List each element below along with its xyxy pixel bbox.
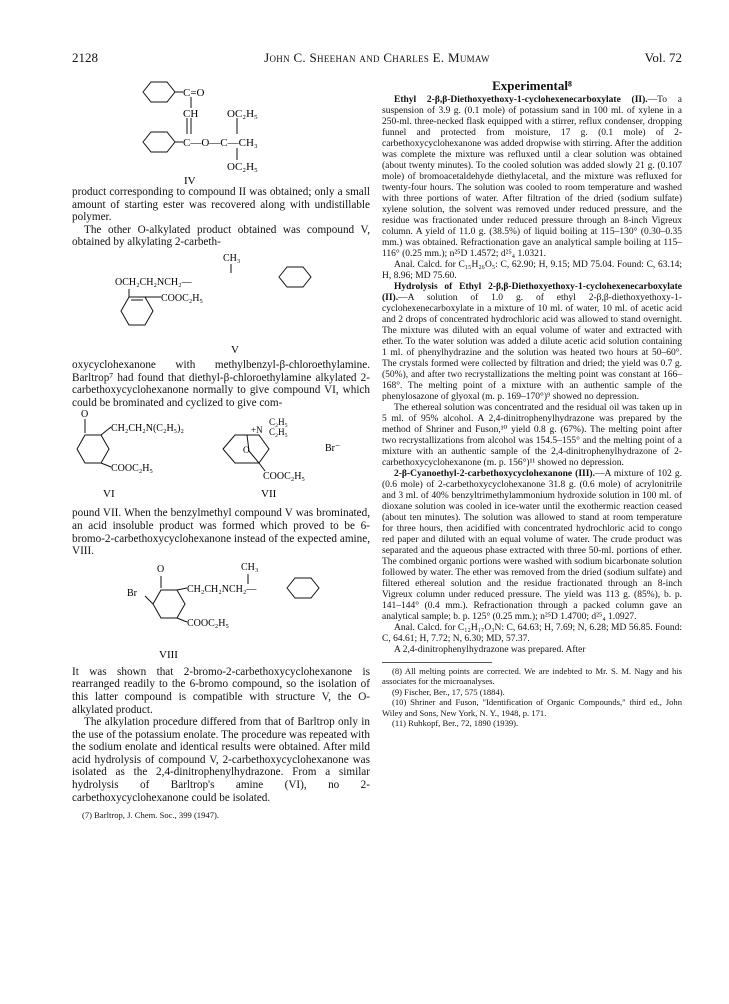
left-paragraph-6: The alkylation procedure differed from that of Barltrop only in the use of the potassium enolate. The procedure was repeated with the sodium enolate and identical results were obtained. After mild acid hydrolysis of compound V, 2-carbethoxycyclohexanone was isolated as the 2,4-dinitrophenylhydrazone. From a similar hydrolysis of Barltrop's amine (VI), no 2-carbethoxycyclohexanone could be isolated. [72,716,370,804]
procedure-ii-title: Ethyl 2-β,β-Diethoxyethoxy-1-cyclohexenecarboxylate (II). [394,95,648,105]
vi-oxo: O [81,409,89,421]
hydrolysis-title: Hydrolysis of Ethyl 2-β,β-Diethoxyethoxy-1-cyclohexenecarboxylate (II). [382,282,682,303]
v-label: V [231,343,239,356]
vii-ethyl-1: C₂H₅ [269,417,288,428]
running-title: John C. Sheehan and Charles E. Mumaw [264,50,490,65]
v-amine-chain: OCH₂CH₂NCH₂— [115,276,192,288]
viii-oxo: O [157,563,165,575]
iv-carbonyl: C=O [183,87,205,99]
vii-bromide: Br⁻ [325,443,341,455]
left-paragraph-2: The other O-alkylated product obtained was compound V, obtained by alkylating 2-carbeth- [72,223,370,249]
right-column [382,78,682,728]
vii-ethyl-2: C₂H₅ [269,427,288,438]
experimental-heading: Experimental⁸ [492,78,572,93]
vi-label: VI [103,488,115,501]
page-number: 2128 [72,50,98,65]
procedure-iii-body: —A mixture of 102 g. (0.6 mole) of 2-carbethoxycyclohexanone 31.8 g. (0.6 mole) of acrylonitrile and 3 ml. of 40% benzyltrimethylammonium hydroxide solution in 100 ml. of dioxane solution was cooled in ice-water until the exothermic reaction ceased (about ten minutes). The solution was allowed to stand at room temperature for three hours, then acidified with concentrated hydrochloric acid to congo red paper and diluted with an equal volume of water. The crude product was separated and the aqueous phase extracted with three 50-ml. portions of ether. The combined organic portions were washed with sodium bicarbonate solution followed by water. The ether was removed from the dried (sodium sulfate) and filtered ethereal solution and the residue fractionated through an 8-inch Vigreux column under reduced pressure. The yield was 113 g. (85%), b. p. 141–144° (0.4 mm.). Refractionation through a packed column gave an analytical sample; b. p. 125° (0.25 mm.); n²⁵D 1.4700; d²⁵₄ 1.0927. [382,469,682,622]
procedure-ii-analysis: Anal. Calcd. for C₁₅H₂₆O₅: C, 62.90; H, 9.15; MD 75.04. Found: C, 63.14; H, 8.96; MD 75.60. [382,260,682,281]
footnote-rule [382,662,492,663]
left-paragraph-5: It was shown that 2-bromo-2-carbethoxycyclohexanone is rearranged readily to the 6-bromo compound, so the isolation of this latter compound is compatible with structure V, the O-alkylated product. [72,665,370,716]
v-ester: COOC₂H₅ [161,292,203,304]
viii-methyl: CH₃ [241,561,259,573]
iv-oet-top: OC₂H₅ [227,108,258,120]
procedure-ii [382,95,682,260]
vii-label: VII [261,488,277,501]
vii-ester: COOC₂H₅ [263,471,305,483]
footnote-11: (11) Ruhkopf, Ber., 72, 1890 (1939). [392,718,519,729]
structure-iv [121,78,321,186]
footnote-9: (9) Fischer, Ber., 17, 575 (1884). [392,686,505,697]
viii-ester: COOC₂H₅ [187,617,229,629]
left-column [72,78,370,821]
structure-v [111,249,331,359]
v-methyl: CH₃ [223,252,241,264]
left-paragraph-3: oxycyclohexanone with methylbenzyl-β-chloroethylamine. Barltrop⁷ had found that diethyl-β-chloroethylamine alkylated 2-carbethoxycyclohexanone normally to give compound VI, which could be brominated and cyclized to give com- [72,358,370,409]
page-header [72,50,682,68]
viii-label: VIII [159,648,178,661]
hydrolysis-body-2: The ethereal solution was concentrated and the residual oil was taken up in 5 ml. of 95% alcohol. A 2,4-dinitrophenylhydrazone was prepared by the method of Shriner and Fuson,¹⁰ yield 0.8 g. (67%). The melting point after two recrystallizations from alcohol was 154.5–155° and the melting point of a mixture with an authentic sample of the 2,4-dinitrophenylhydrazone of 2-carbethoxycyclohexanone (m. p. 156°)¹¹ showed no depression. [382,403,682,468]
hydrolysis-body: —A solution of 1.0 g. of ethyl 2-β,β-diethoxyethoxy-1-cyclohexenecarboxylate in a mixture of 10 ml. of water, 10 ml. of acetic acid and 2 drops of concentrated hydrochloric acid was allowed to stand overnight. The mixture was diluted with an equal volume of water and extracted with ether. To the water solution was added a dilute acetic acid solution containing 1 ml. of phenylhydrazine and the solution was heated two hours at 50–60°. The crystals formed were collected by filtration and dried; the yield was 0.7 g. (50%), and after two recrystallizations the melting point was constant at 166–168°. The melting point of a mixture with an authentic sample of the phenylosazone of glyoxal (m. p. 169–170°)⁹ showed no depression. [382,293,682,402]
iv-ch: CH [183,108,199,120]
left-paragraph-1: product corresponding to compound II was obtained; only a small amount of starting ester was recovered along with undistillable polymer. [72,186,370,224]
hydrolysis-procedure [382,282,682,403]
footnote-10: (10) Shriner and Fuson, "Identification of Organic Compounds," third ed., John Wiley and Sons, New York, N. Y., 1948, p. 171. [382,697,682,718]
procedure-iii-title: 2-β-Cyanoethyl-2-carbethoxycyclohexanone (III). [394,469,595,479]
procedure-iii-analysis: Anal. Calcd. for C₁₂H₁₇O₃N: C, 64.63; H, 7.69; N, 6.28; MD 56.85. Found: C, 64.61; H, 7.72; N, 6.30; MD, 57.37. [382,623,682,644]
procedure-iv-start: A 2,4-dinitrophenylhydrazone was prepared. After [394,645,586,655]
volume-label: Vol. 72 [644,50,682,65]
viii-bromo: Br [127,587,137,599]
footnote-7: (7) Barltrop, J. Chem. Soc., 399 (1947). [82,810,220,821]
left-paragraph-4: pound VII. When the benzylmethyl compound V was brominated, an acid insoluble product was formed which proved to be 6-bromo-2-carbethoxycyclohexanone instead of the expected amine, VIII. [72,507,370,558]
vi-ester: COOC₂H₅ [111,463,153,475]
viii-amine-chain: CH₂CH₂NCH₂— [187,583,257,595]
vi-amine-chain: CH₂CH₂N(C₂H₅)₂ [111,423,184,435]
iv-oet-bottom: OC₂H₅ [227,161,258,173]
vii-ammonium: +N [251,425,263,436]
iv-label: IV [184,175,196,186]
vii-ring-oxygen: O [243,445,250,456]
structures-vi-vii [73,409,369,507]
iv-ether-chain: C—O—C—CH₃ [183,137,258,149]
procedure-iii [382,469,682,623]
structure-viii [101,558,341,666]
procedure-ii-body: —To a suspension of 3.9 g. (0.1 mole) of potassium sand in 100 ml. of xylene in a 250-ml. three-necked flask equipped with a stirrer, reflux condenser, dropping funnel and protected from moisture, 17 g. (0.1 mole) of 2-carbethoxycyclohexanone was added dropwise with stirring. After the addition was complete the mixture was refluxed until a clear solution was obtained (about twenty minutes). To the cooled solution was added slowly 21 g. (0.107 mole) of bromoacetaldehyde diethylacetal, and the mixture was refluxed for twenty-four hours. The solution was cooled to room temperature and washed with three portions of water. After filtration of the dried (sodium sulfate) xylene solution, the solvent was removed under reduced pressure, and the residue was fractionated under reduced pressure through an 8-inch Vigreux column. A yield of 11.0 g. (38.5%) of liquid boiling at 115–130° (0.30–0.35 mm.) was obtained. Refractionation gave an analytical sample boiling at 115–116° (0.25 mm.); n²⁵D 1.4572; d²⁵₄ 1.0321. [382,95,682,259]
footnote-8: (8) All melting points are corrected. We are indebted to Mr. S. M. Nagy and his associates for the microanalyses. [382,666,682,687]
